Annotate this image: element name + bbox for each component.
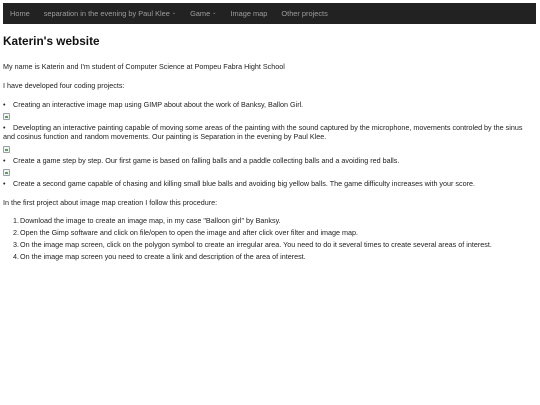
list-item [3, 156, 535, 165]
broken-image-icon [3, 146, 10, 153]
step-number: 4. [13, 252, 19, 261]
nav-home-link[interactable] [10, 9, 30, 18]
bullet-icon: • [3, 123, 6, 132]
bullet-icon: • [3, 179, 6, 188]
nav-game-label: Game [190, 8, 211, 18]
step-text: Open the Gimp software and click on file/open to open the image and after click over filter and image map. [20, 228, 358, 237]
bullet-icon: • [3, 100, 6, 109]
step-number: 1. [13, 216, 19, 225]
broken-image-icon [3, 113, 10, 120]
nav-klee-label: separation in the evening by Paul Klee [43, 8, 170, 18]
project-text: Create a second game capable of chasing and killing small blue balls and avoiding big yellow balls. The game difficulty increases with your score. [13, 179, 475, 188]
list-item [3, 123, 535, 141]
nav-klee-dropdown[interactable] [44, 9, 176, 18]
list-item [13, 216, 533, 225]
projects-intro: I have developed four coding projects: [3, 81, 125, 90]
procedure-intro: In the first project about image map creation I follow this procedure: [3, 198, 218, 207]
broken-image-icon [3, 169, 10, 176]
bullet-icon: • [3, 156, 6, 165]
step-text: Download the image to create an image map, in my case "Balloon girl" by Banksy. [20, 216, 281, 225]
nav-image-map-label: Image map [230, 8, 268, 18]
step-number: 3. [13, 240, 19, 249]
project-text: Creating an interactive image map using GIMP about about the work of Banksy, Ballon Girl. [13, 100, 304, 109]
list-item [3, 179, 535, 188]
intro-paragraph: My name is Katerin and I'm student of Computer Science at Pompeu Fabra Hight School [3, 62, 285, 71]
list-item [3, 100, 535, 109]
step-text: On the image map screen, click on the polygon symbol to create an irregular area. You need to do it several times to create several areas of interest. [20, 240, 492, 249]
page-title: Katerin's website [3, 34, 100, 48]
list-item [13, 240, 533, 249]
chevron-down-icon: ⌄ [171, 10, 177, 17]
nav-other-projects-link[interactable] [281, 9, 327, 18]
chevron-down-icon: ⌄ [212, 10, 217, 17]
nav-home-label: Home [10, 8, 30, 18]
nav-other-projects-label: Other projects [281, 8, 328, 18]
nav-game-dropdown[interactable] [190, 9, 216, 18]
top-navbar [3, 3, 536, 24]
main-content [3, 34, 535, 261]
step-text: On the image map screen you need to create a link and description of the area of interest. [20, 252, 306, 261]
nav-image-map-link[interactable] [230, 9, 267, 18]
project-text: Developting an interactive painting capable of moving some areas of the painting with the sound captured by the microphone, movements controled by the sinus and cosinus function and random movements. Our painting is Separation in the evening by Paul Klee. [3, 123, 523, 141]
step-number: 2. [13, 228, 19, 237]
project-text: Create a game step by step. Our first game is based on falling balls and a paddle collecting balls and a avoiding red balls. [13, 156, 400, 165]
list-item [13, 252, 533, 261]
list-item [13, 228, 533, 237]
